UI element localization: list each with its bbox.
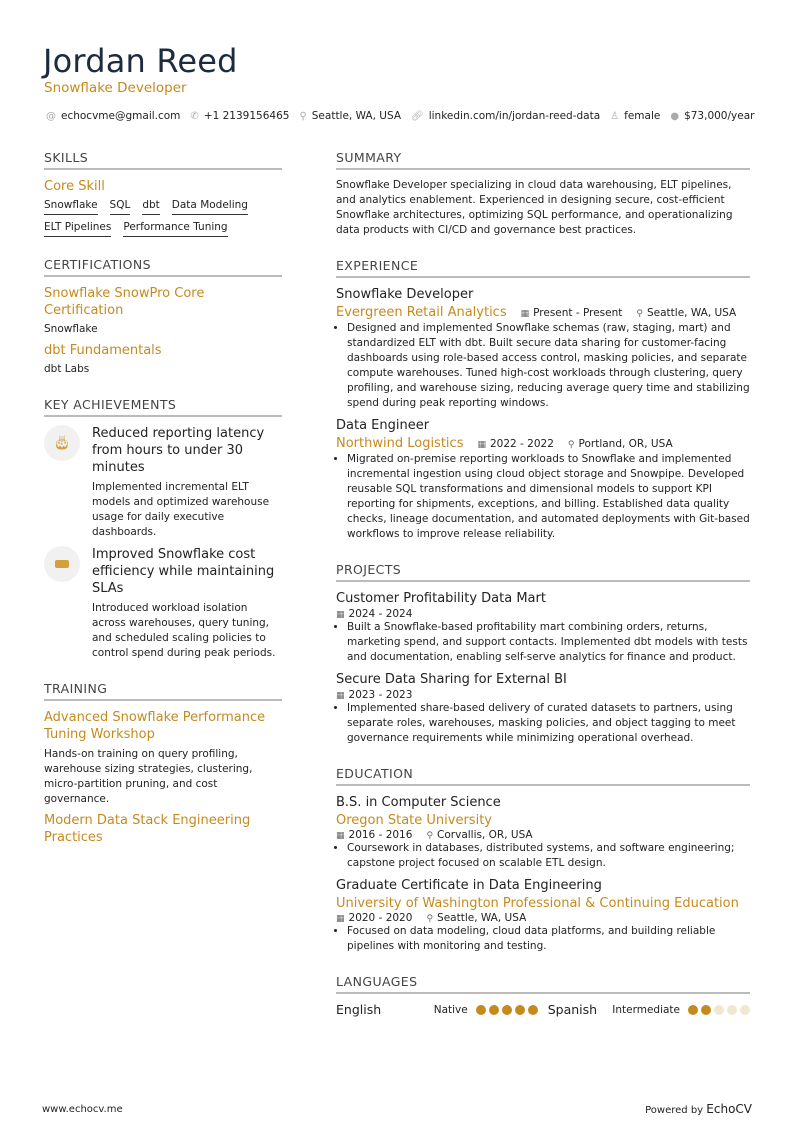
experience-item [336, 286, 750, 411]
phone-icon: ✆ [190, 111, 199, 122]
contact-location: ⚲ Seattle, WA, USA [299, 110, 402, 122]
section-heading: LANGUAGES [336, 974, 750, 994]
section-heading: SKILLS [44, 150, 282, 170]
bullet: • Designed and implemented Snowflake schemas (raw, staging, mart) and standardized ELT with dbt. Built secure data sharing for customer-facing dashboards using role-based access control, masking policies, and separate compute warehouses. Tuned high-cost workloads through clustering, query profiling, and warehouse sizing, reducing average query time and stabilizing spend during peak reporting windows. [347, 321, 750, 411]
bullet: • Implemented share-based delivery of curated datasets to partners, using separate roles, warehouses, masking policies, and object tagging to meet governance requirements while minimizing operational overhead. [347, 701, 750, 746]
company: Northwind Logistics [336, 436, 464, 451]
certifications-section [44, 257, 282, 377]
skill-tag: Data Modeling [172, 199, 248, 215]
dates: 2020 - 2020 [348, 912, 413, 924]
bullet: • Built a Snowflake-based profitability mart combining orders, returns, marketing spend, and support contacts. Implemented dbt models with tests and documentation, enabling self-serve analytics for finance and product. [347, 620, 750, 665]
language-level: Native [433, 1003, 468, 1016]
location-icon: ⚲ [299, 111, 307, 122]
calendar-icon: ▦ [336, 914, 345, 924]
calendar-icon: ▦ [477, 439, 486, 450]
rating-dot [688, 1005, 698, 1015]
rating-dot [727, 1005, 737, 1015]
rating-dot [502, 1005, 512, 1015]
achievement-desc: Implemented incremental ELT models and optimized warehouse usage for daily executive dashboards. [92, 481, 270, 538]
brand-logo: EchoCV [706, 1102, 752, 1116]
skill-tag: ELT Pipelines [44, 221, 111, 237]
summary-text: Snowflake Developer specializing in cloud data warehousing, ELT pipelines, and analytics enablement. Experienced in designing secure, cost-efficient Snowflake architectures, optimizing SQL performance, and operationalizing data products with CI/CD and governance best practices. [336, 179, 733, 236]
job-role: Snowflake Developer [336, 287, 474, 302]
location: Seattle, WA, USA [646, 306, 737, 319]
contact-bar [46, 110, 754, 122]
calendar-icon: ▦ [336, 610, 345, 620]
education-item [336, 794, 750, 871]
bullet: • Migrated on-premise reporting workloads to Snowflake and implemented incremental ingestion using cloud object storage and Snowpipe. Developed reusable SQL transformations and dimensional models to support KPI reporting for shipments, exceptions, and billing. Established data quality checks, lineage documentation, and automated deployments with Git-based workflows to improve release reliability. [347, 452, 750, 542]
section-heading: SUMMARY [336, 150, 750, 170]
contact-linkedin[interactable]: 🔗︎ linkedin.com/in/jordan-reed-data [411, 110, 601, 122]
left-column [44, 150, 282, 866]
rating-dot [714, 1005, 724, 1015]
skill-tag: Performance Tuning [123, 221, 227, 237]
experience-item [336, 417, 750, 542]
project-name: Secure Data Sharing for External BI [336, 672, 567, 687]
section-heading: TRAINING [44, 681, 282, 701]
location: Corvallis, OR, USA [437, 829, 533, 841]
training-name: Advanced Snowflake Performance Tuning Workshop [44, 710, 266, 742]
at-icon: @ [46, 111, 56, 122]
rating-dot [701, 1005, 711, 1015]
cert-name: Snowflake SnowPro Core Certification [44, 286, 205, 318]
right-column [336, 150, 750, 1037]
bullet: • Focused on data modeling, cloud data platforms, and building reliable pipelines with monitoring and testing. [347, 924, 750, 954]
degree: Graduate Certificate in Data Engineering [336, 878, 602, 893]
location-icon: ⚲ [567, 439, 575, 450]
skill-tag: SQL [110, 199, 131, 215]
skill-tag: Snowflake [44, 199, 98, 215]
section-heading: EXPERIENCE [336, 258, 750, 278]
dates: 2016 - 2016 [348, 829, 413, 841]
cert-name: dbt Fundamentals [44, 343, 162, 358]
languages-row [336, 1002, 750, 1017]
education-item [336, 877, 750, 954]
calendar-icon: ▦ [336, 831, 345, 841]
battery-icon [44, 546, 80, 582]
school: Oregon State University [336, 813, 492, 828]
contact-gender: ♙ female [610, 110, 661, 122]
location: Seattle, WA, USA [437, 912, 527, 924]
rating-dot [528, 1005, 538, 1015]
cert-issuer: Snowflake [44, 323, 98, 335]
contact-salary: ● $73,000/year [670, 110, 755, 122]
education-section [336, 766, 750, 954]
rating-dot [489, 1005, 499, 1015]
cake-icon: 🎂︎ [44, 425, 80, 461]
dates: 2023 - 2023 [348, 689, 413, 701]
location-icon: ⚲ [426, 914, 434, 924]
dates: 2022 - 2022 [489, 437, 554, 450]
project-item [336, 671, 750, 746]
person-icon: ♙ [610, 111, 620, 122]
experience-section [336, 258, 750, 542]
language-rating [688, 1005, 750, 1015]
company: Evergreen Retail Analytics [336, 305, 507, 320]
candidate-name: Jordan Reed [43, 42, 238, 80]
language-name: Spanish [547, 1002, 598, 1017]
achievements-section [44, 397, 282, 661]
achievement-title: Reduced reporting latency from hours to under 30 minutes [92, 426, 265, 475]
section-heading: CERTIFICATIONS [44, 257, 282, 277]
section-heading: PROJECTS [336, 562, 750, 582]
achievement-title: Improved Snowflake cost efficiency while maintaining SLAs [92, 547, 275, 596]
section-heading: EDUCATION [336, 766, 750, 786]
achievement-desc: Introduced workload isolation across warehouses, query tuning, and scheduled scaling policies to control spend during peak periods. [92, 602, 276, 659]
contact-phone: ✆ +1 2139156465 [190, 110, 290, 122]
training-section [44, 681, 282, 846]
project-item [336, 590, 750, 665]
skills-section [44, 150, 282, 237]
money-icon: ● [670, 111, 680, 122]
rating-dot [515, 1005, 525, 1015]
languages-section [336, 974, 750, 1017]
link-icon: 🔗︎ [411, 111, 424, 122]
language-rating [476, 1005, 538, 1015]
rating-dot [740, 1005, 750, 1015]
footer-site[interactable]: www.echocv.me [42, 1104, 123, 1115]
achievement-item [44, 546, 282, 661]
location-icon: ⚲ [426, 831, 434, 841]
cert-issuer: dbt Labs [44, 363, 90, 375]
location-icon: ⚲ [636, 308, 643, 319]
calendar-icon: ▦ [336, 691, 345, 701]
rating-dot [476, 1005, 486, 1015]
achievement-item [44, 425, 282, 540]
bullet: • Coursework in databases, distributed systems, and software engineering; capstone project focused on scalable ETL design. [347, 841, 750, 871]
summary-section [336, 150, 750, 238]
section-heading: KEY ACHIEVEMENTS [44, 397, 282, 417]
school: University of Washington Professional & Continuing Education [336, 896, 739, 911]
calendar-icon: ▦ [520, 308, 530, 319]
skill-tags [44, 199, 282, 237]
training-name: Modern Data Stack Engineering Practices [44, 813, 251, 845]
degree: B.S. in Computer Science [336, 795, 501, 810]
job-role: Data Engineer [336, 418, 430, 433]
language-level: Intermediate [612, 1003, 680, 1016]
project-name: Customer Profitability Data Mart [336, 591, 546, 606]
contact-email: @ echocvme@gmail.com [46, 110, 181, 122]
training-desc: Hands-on training on query profiling, warehouse sizing strategies, clustering, micro-partition pruning, and cost governance. [44, 748, 253, 805]
dates: 2024 - 2024 [348, 608, 413, 620]
skill-tag: dbt [142, 199, 159, 215]
candidate-title: Snowflake Developer [44, 80, 187, 96]
language-name: English [336, 1002, 382, 1017]
location: Portland, OR, USA [578, 437, 673, 450]
skill-group-title: Core Skill [44, 179, 105, 194]
footer-powered: Powered by EchoCV [645, 1102, 752, 1116]
dates: Present - Present [533, 306, 623, 319]
projects-section [336, 562, 750, 746]
